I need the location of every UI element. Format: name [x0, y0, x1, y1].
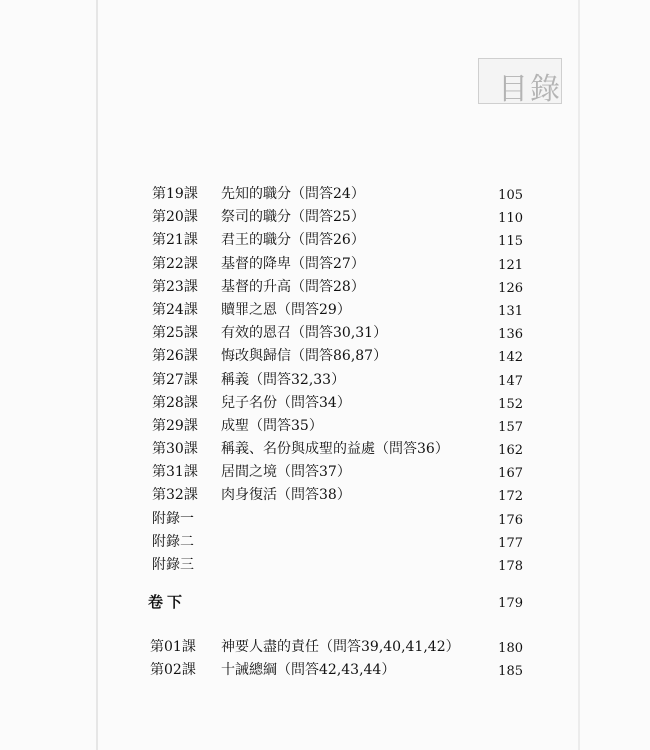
- lesson-title: 成聖（問答35）: [221, 417, 323, 434]
- lesson-title: 君王的職分（問答26）: [221, 232, 365, 249]
- page-number: 185: [498, 664, 523, 680]
- lesson-number: 第28課: [152, 394, 198, 411]
- page-number: 105: [498, 188, 523, 203]
- lesson-title: 十誡總綱（問答42,43,44）: [221, 662, 396, 679]
- page-number: 172: [498, 489, 523, 505]
- toc-row-appendix-2: [0, 531, 650, 554]
- toc-row-lesson-28: [0, 392, 650, 415]
- lesson-title: 先知的職分（問答24）: [221, 186, 365, 202]
- lesson-title: 基督的降卑（問答27）: [221, 255, 365, 272]
- toc-row-lesson-32: [0, 484, 650, 507]
- lesson-number: 第21課: [152, 232, 198, 249]
- appendix-label: 附錄一: [152, 510, 194, 527]
- toc-row-lesson-02: [0, 659, 650, 682]
- toc-row-lesson-27: [0, 369, 650, 392]
- appendix-label: 附錄二: [152, 533, 194, 550]
- page-number: 178: [498, 559, 523, 574]
- lesson-title: 有效的恩召（問答30,31）: [221, 325, 388, 342]
- page-number: 176: [498, 512, 523, 528]
- lesson-number: 第27課: [152, 371, 198, 388]
- lesson-number: 第23課: [152, 278, 198, 295]
- toc-list-volume-2: [0, 636, 650, 682]
- page-number: 142: [498, 350, 523, 366]
- lesson-title: 祭司的職分（問答25）: [221, 209, 365, 226]
- lesson-title: 贖罪之恩（問答29）: [221, 301, 351, 318]
- lesson-number: 第02課: [150, 662, 196, 679]
- toc-row-lesson-26: [0, 345, 650, 368]
- page-number: 147: [498, 373, 523, 389]
- lesson-number: 第26課: [152, 348, 198, 365]
- lesson-title: 神要人盡的責任（問答39,40,41,42）: [221, 639, 460, 655]
- lesson-number: 第01課: [150, 639, 196, 655]
- toc-row-lesson-25: [0, 322, 650, 345]
- toc-row-lesson-23: [0, 276, 650, 299]
- toc-row-lesson-20: [0, 206, 650, 229]
- section-heading-volume-2: [0, 591, 650, 615]
- toc-row-lesson-19: [0, 183, 650, 206]
- lesson-number: 第31課: [152, 464, 198, 481]
- page-number: 179: [498, 596, 523, 611]
- page-number: 162: [498, 443, 523, 459]
- lesson-title: 悔改與歸信（問答86,87）: [221, 348, 388, 365]
- page-number: 177: [498, 535, 523, 551]
- toc-row-lesson-22: [0, 253, 650, 276]
- toc-row-lesson-30: [0, 438, 650, 461]
- toc-list: [0, 183, 650, 577]
- lesson-title: 兒子名份（問答34）: [221, 394, 351, 411]
- page-number: 152: [498, 396, 523, 412]
- toc-row-appendix-3: [0, 554, 650, 577]
- lesson-number: 第25課: [152, 325, 198, 342]
- toc-row-lesson-31: [0, 461, 650, 484]
- page-number: 121: [498, 257, 523, 273]
- toc-row-appendix-1: [0, 508, 650, 531]
- lesson-number: 第19課: [152, 186, 198, 202]
- page-number: 131: [498, 303, 523, 319]
- lesson-title: 肉身復活（問答38）: [221, 487, 351, 504]
- appendix-label: 附錄三: [152, 557, 194, 573]
- page-number: 110: [498, 211, 523, 227]
- lesson-number: 第24課: [152, 301, 198, 318]
- toc-row-lesson-24: [0, 299, 650, 322]
- section-label: 卷下: [148, 593, 187, 611]
- lesson-title: 稱義、名份與成聖的益處（問答36）: [221, 441, 449, 458]
- toc-row-lesson-29: [0, 415, 650, 438]
- lesson-number: 第22課: [152, 255, 198, 272]
- toc-row-lesson-21: [0, 229, 650, 252]
- toc-row-lesson-01: [0, 636, 650, 659]
- lesson-number: 第20課: [152, 209, 198, 226]
- lesson-title: 基督的升高（問答28）: [221, 278, 365, 295]
- lesson-number: 第30課: [152, 441, 198, 458]
- page-number: 126: [498, 280, 523, 296]
- page-number: 115: [498, 234, 523, 250]
- page-number: 157: [498, 419, 523, 435]
- lesson-title: 稱義（問答32,33）: [221, 371, 346, 388]
- lesson-number: 第29課: [152, 417, 198, 434]
- page-title: 目錄: [498, 72, 562, 107]
- page-number: 180: [498, 641, 523, 656]
- page-number: 136: [498, 327, 523, 343]
- lesson-number: 第32課: [152, 487, 198, 504]
- lesson-title: 居間之境（問答37）: [221, 464, 351, 481]
- page-number: 167: [498, 466, 523, 482]
